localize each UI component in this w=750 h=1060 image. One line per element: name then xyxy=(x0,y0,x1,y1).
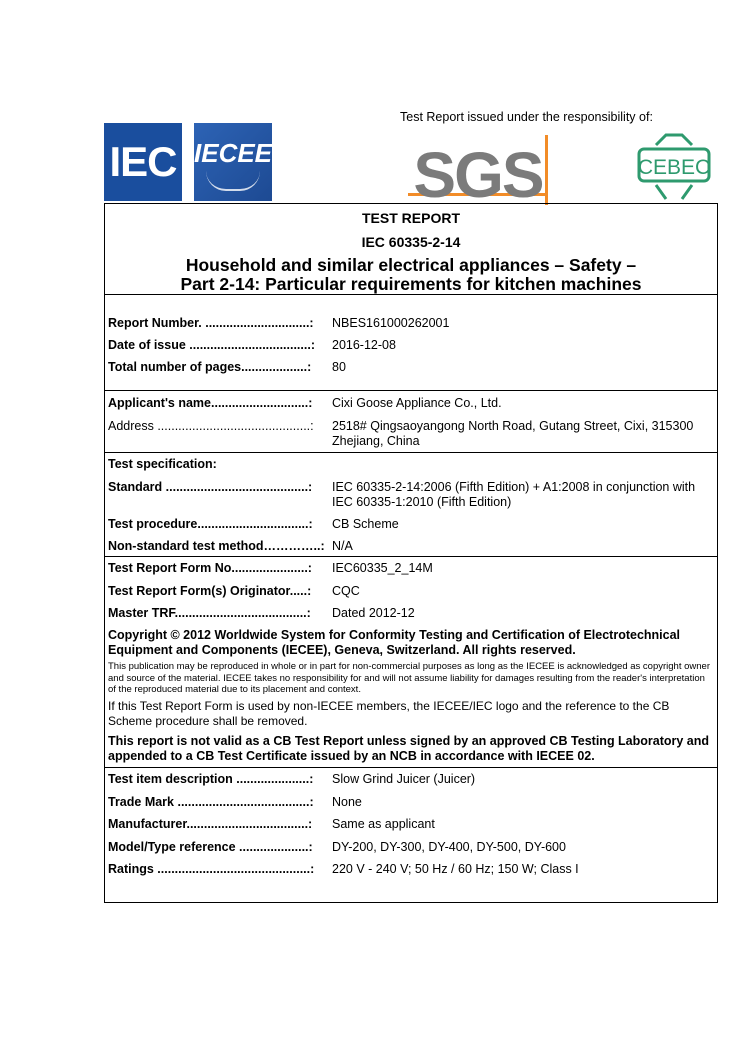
validity-notice: This report is not valid as a CB Test Report unless signed by an approved CB Testing Laboratory and appended to a CB Test Certificate issued by an NCB in accordance with IECEE 02. xyxy=(108,734,710,763)
sgs-logo xyxy=(408,135,574,205)
cebec-logo xyxy=(636,133,712,203)
divider xyxy=(105,767,717,768)
report-frame: TEST REPORT IEC 60335-2-14 Household and similar electrical appliances – Safety – Part 2-14: Particular requirements for kitchen machines Report Number. ..............................: NBES161000262001 Date of issue ...................................: 2016-12-08 Total number of pages...................: 80 Applicant's name............................: Cixi Goose Appliance Co., Ltd. Address ............................................: 2518# Qingsaoyangong North Road, Gutang Street, Cixi, 315300 Zhejiang, China Test specification: Standard .........................................: IEC 60335-2-14:2006 (Fifth Edition) + A1:2008 in conjunction with IEC 60335-1:2010 (Fifth Edition) Test procedure................................: CB Scheme Non-standard test method…………..: N/A Test Report Form No......................: IEC60335_2_14M Test Report Form(s) Originator.....: CQC Master TRF......................................: Dated 2012-12 Copyright © 2012 Worldwide System for Conformity Testing and Certification of Electrotechnical Equipment and Components (IECEE), Geneva, Switzerland. All rights reserved. This publication may be reproduced in whole or in part for non-commercial purposes as long as the IECEE is acknowledged as copyright owner and source of the material. IECEE takes no responsibility for and will not assume liability for damages resulting from the reader's interpretation of the reproduced material due to its placement and context. If this Test Report Form is used by non-IECEE members, the IECEE/IEC logo and the reference to the CB Scheme procedure shall be removed. This report is not valid as a CB Test Report unless signed by an approved CB Testing Laboratory and appended to a CB Test Certificate issued by an NCB in accordance with IECEE 02. Test item description .....................: Slow Grind Juicer (Juicer) Trade Mark ......................................: None Manufacturer...................................: Same as applicant Model/Type reference ....................: DY-200, DY-300, DY-400, DY-500, DY-600 Ratings ............................................: 220 V - 240 V; 50 Hz / 60 Hz; 150 W; Class I xyxy=(104,203,718,903)
non-member-notice: If this Test Report Form is used by non-IECEE members, the IECEE/IEC logo and the reference to the CB Scheme procedure shall be removed. xyxy=(108,699,670,728)
iec-logo: IEC xyxy=(104,123,182,201)
title-line-1: TEST REPORT xyxy=(361,210,460,226)
title-line-2: IEC 60335-2-14 xyxy=(361,234,461,250)
title-line-3: Household and similar electrical appliances – Safety – Part 2-14: Particular requirements for kitchen machines xyxy=(180,255,642,294)
divider xyxy=(105,294,717,295)
svg-text:CEBEC: CEBEC xyxy=(637,156,711,179)
responsibility-text: Test Report issued under the responsibility of: xyxy=(400,110,653,124)
divider xyxy=(105,390,717,391)
divider xyxy=(105,556,717,557)
svg-text:SGS: SGS xyxy=(413,139,543,205)
iecee-logo: IECEE xyxy=(194,123,272,201)
divider xyxy=(105,452,717,453)
publication-notice: This publication may be reproduced in whole or in part for non-commercial purposes as long as the IECEE is acknowledged as copyright owner and source of the material. IECEE takes no responsibility for and will not assume liability for damages resulting from the reader's interpretation of the reproduced material due to its placement and context. xyxy=(108,661,710,695)
copyright-notice: Copyright © 2012 Worldwide System for Conformity Testing and Certification of Electrotechnical Equipment and Components (IECEE), Geneva, Switzerland. All rights reserved. xyxy=(108,628,681,657)
